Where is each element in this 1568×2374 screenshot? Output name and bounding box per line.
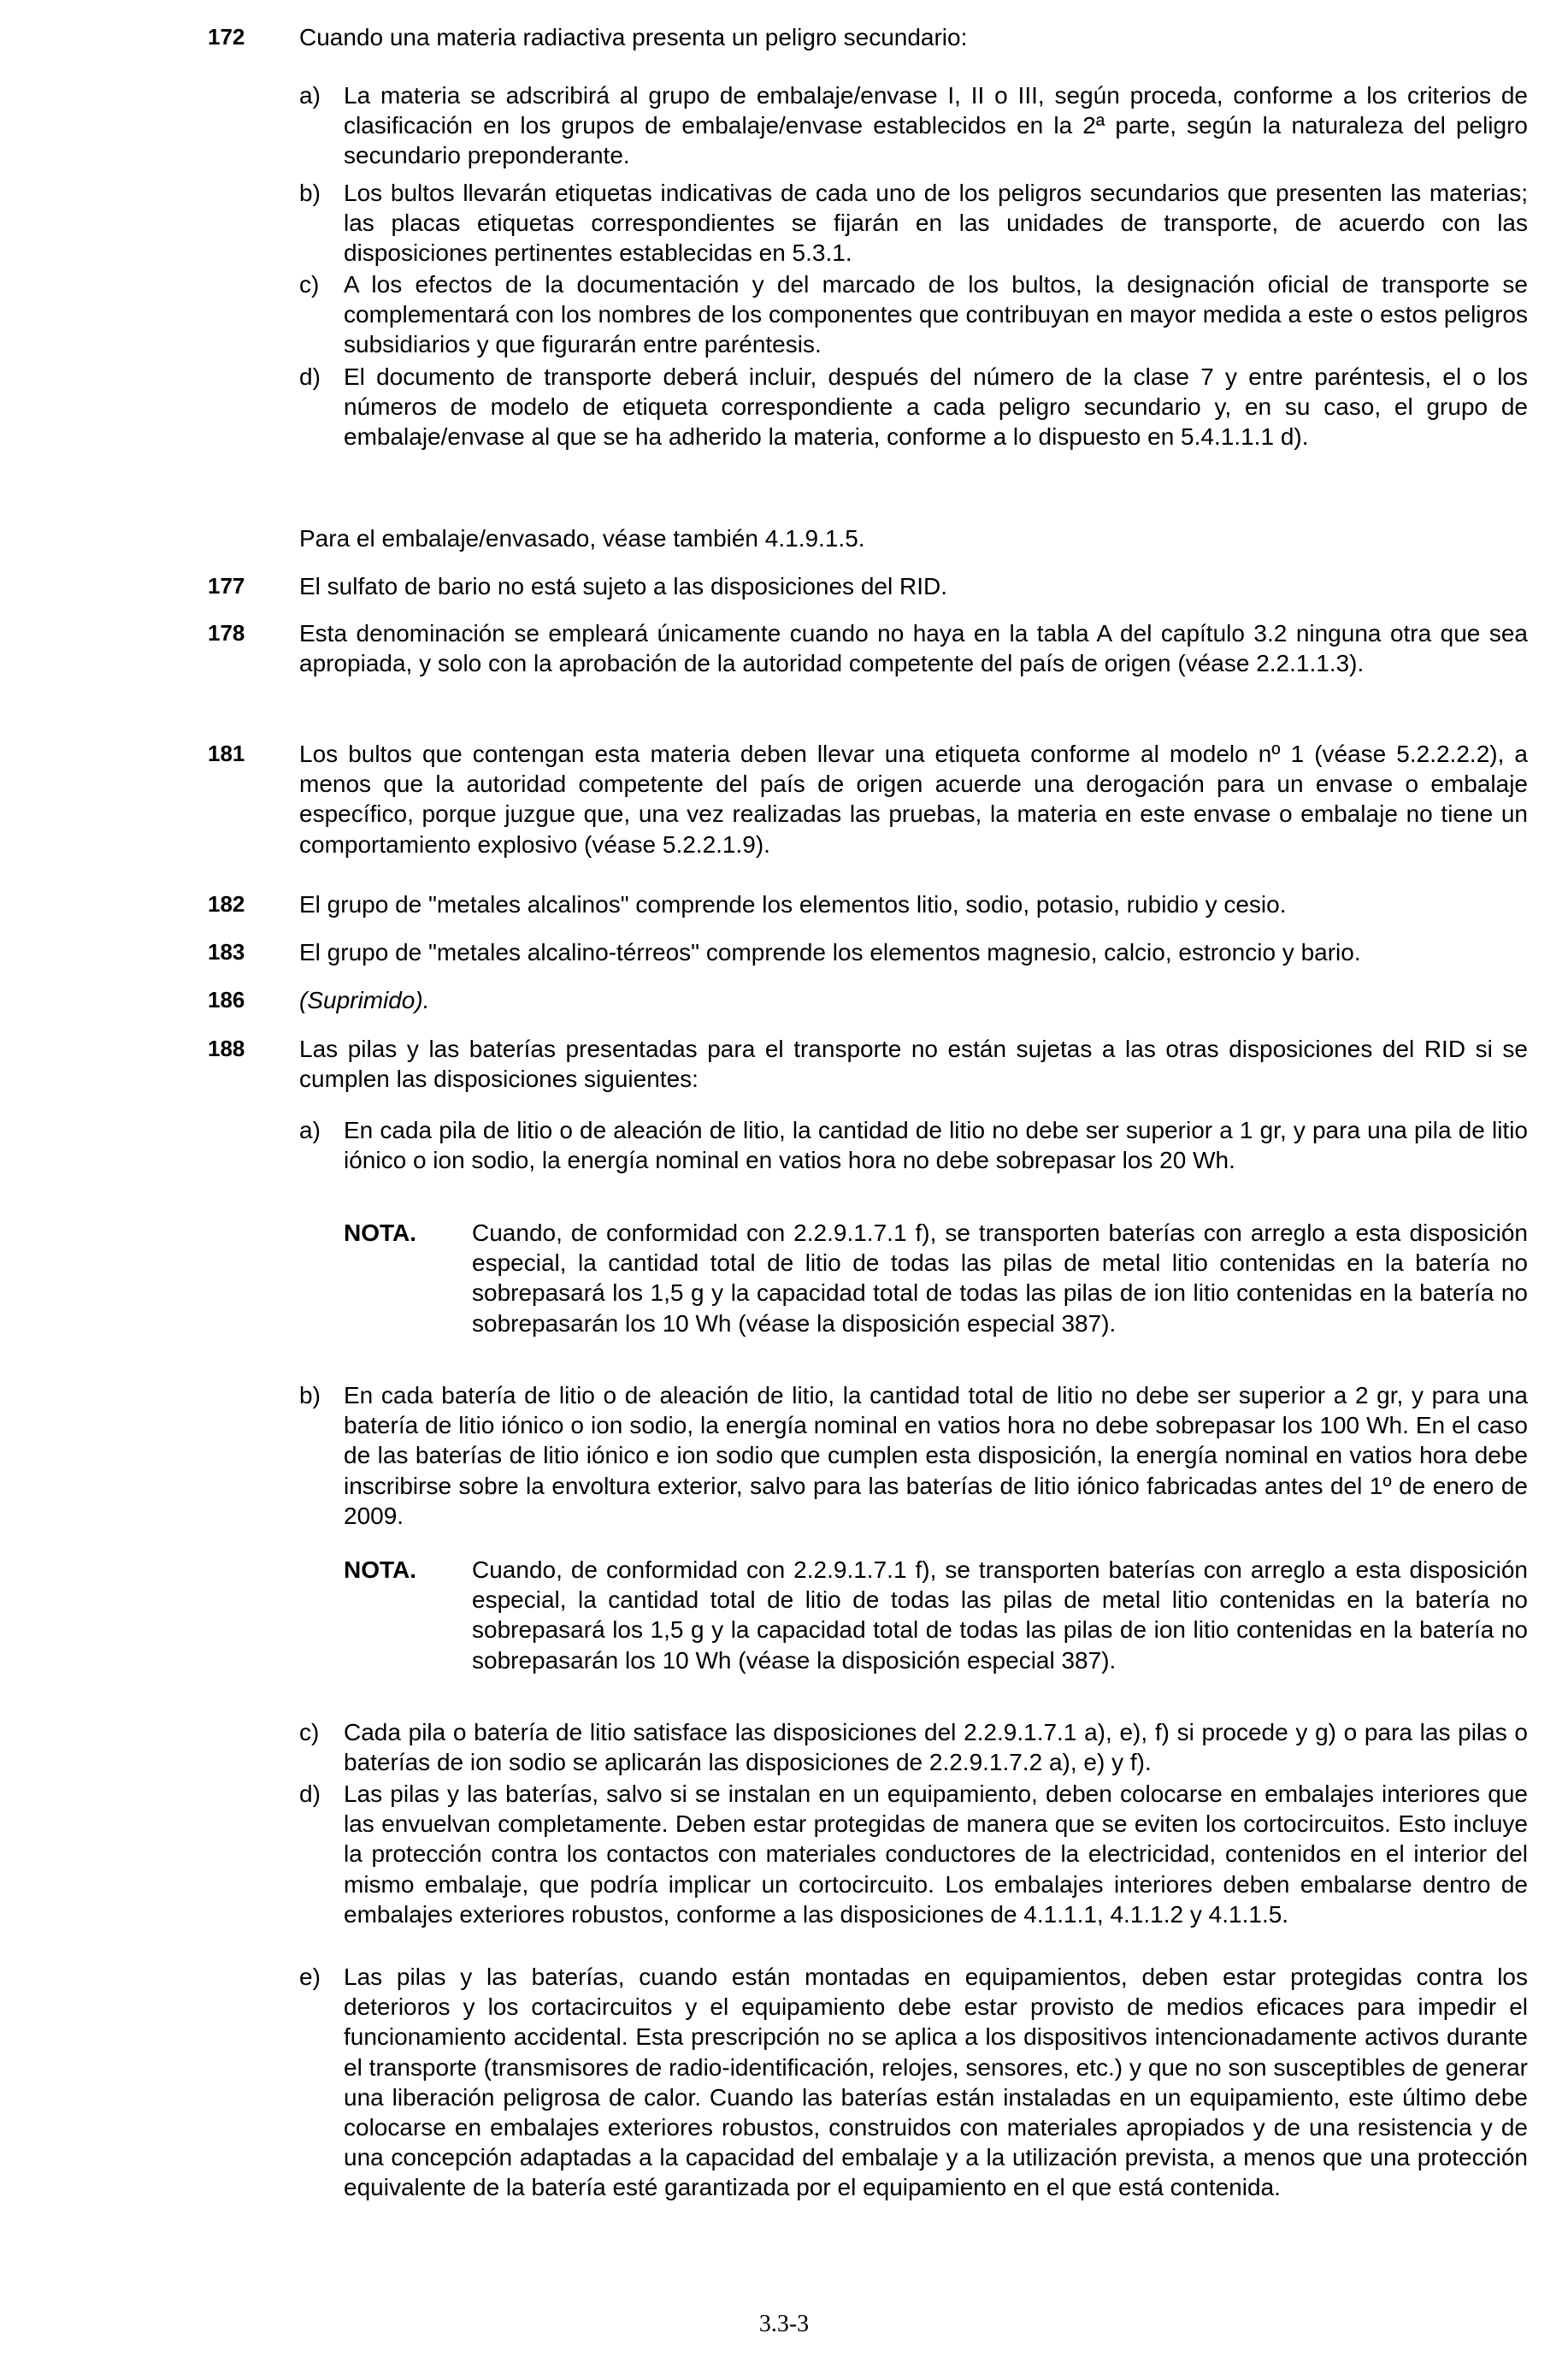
item-label: a): [299, 1117, 321, 1143]
note-label: NOTA.: [344, 1219, 417, 1246]
page-number: 3.3-3: [758, 2311, 810, 2337]
entry-number: 186: [208, 987, 245, 1013]
item-label: c): [299, 1719, 320, 1745]
entry-intro: Las pilas y las baterías presentadas para el transporte no están sujetas a las otras disposiciones del RID si se cumplen las disposiciones siguientes:: [299, 1036, 1528, 1093]
entry-number: 178: [208, 620, 245, 646]
entry-number: 172: [208, 24, 245, 50]
item-label: c): [299, 271, 320, 298]
entry-number: 182: [208, 891, 245, 917]
entry-number: 177: [208, 573, 245, 599]
entry-text: El sulfato de bario no está sujeto a las disposiciones del RID.: [299, 573, 947, 599]
item-text: Las pilas y las baterías, salvo si se instalan en un equipamiento, deben colocarse en embalajes interiores que las envuelvan completamente. Deben estar protegidas de manera que se eviten los cortocircuitos. Esto incluye la protección contra los contactos con materiales conductores de la electricidad, contenidos en el interior del mismo embalaje, que podría implicar un cortocircuito. Los embalajes interiores deben embalarse dentro de embalajes exteriores robustos, conforme a las disposiciones de 4.1.1.1, 4.1.1.2 y 4.1.1.5.: [344, 1780, 1528, 1928]
entry-text: Los bultos que contengan esta materia deben llevar una etiqueta conforme al modelo nº 1 (véase 5.2.2.2.2), a menos que la autoridad competente del país de origen acuerde una derogación para un envase o embalaje específico, porque juzgue que, una vez realizadas las pruebas, la materia en este envase o embalaje no tiene un comportamiento explosivo (véase 5.2.2.1.9).: [299, 741, 1528, 858]
item-text: En cada pila de litio o de aleación de litio, la cantidad de litio no debe ser superior a 1 gr, y para una pila de litio iónico o ion sodio, la energía nominal en vatios hora no debe sobrepasar los 20 Wh.: [344, 1117, 1528, 1174]
entry-closing-note: Para el embalaje/envasado, véase también 4.1.9.1.5.: [299, 525, 865, 552]
item-text: La materia se adscribirá al grupo de embalaje/envase I, II o III, según proceda, conforme a los criterios de clasificación en los grupos de embalaje/envase establecidos en la 2ª parte, según la naturaleza del peligro secundario preponderante.: [344, 82, 1528, 169]
entry-number: 183: [208, 939, 245, 965]
item-label: d): [299, 1780, 321, 1807]
item-text: En cada batería de litio o de aleación de litio, la cantidad total de litio no debe ser superior a 2 gr, y para una batería de litio iónico o ion sodio, la energía nominal en vatios hora no debe sobrepasar los 100 Wh. En el caso de las baterías de litio iónico e ion sodio que cumplen esta disposición, la energía nominal en vatios hora debe inscribirse sobre la envoltura exterior, salvo para las baterías de litio iónico fabricadas antes del 1º de enero de 2009.: [344, 1382, 1528, 1529]
item-text: Los bultos llevarán etiquetas indicativas de cada uno de los peligros secundarios que presenten las materias; las placas etiquetas correspondientes se fijarán en las unidades de transporte, de acuerdo con las disposiciones pertinentes establecidas en 5.3.1.: [344, 180, 1528, 267]
note-text: Cuando, de conformidad con 2.2.9.1.7.1 f), se transporten baterías con arreglo a esta disposición especial, la cantidad total de litio de todas las pilas de metal litio contenidas en la batería no sobrepasará los 1,5 g y la capacidad total de todas las pilas de ion litio contenidas en la batería no sobrepasarán los 10 Wh (véase la disposición especial 387).: [472, 1219, 1528, 1337]
entry-text: El grupo de "metales alcalino-térreos" comprende los elementos magnesio, calcio, estroncio y bario.: [299, 939, 1361, 966]
entry-number: 181: [208, 741, 245, 766]
entry-text: (Suprimido).: [299, 987, 430, 1013]
item-text: A los efectos de la documentación y del marcado de los bultos, la designación oficial de transporte se complementará con los nombres de los componentes que contribuyan en mayor medida a este o estos peligros subsidiarios y que figurarán entre paréntesis.: [344, 271, 1528, 358]
item-label: e): [299, 1964, 321, 1990]
note-text: Cuando, de conformidad con 2.2.9.1.7.1 f), se transporten baterías con arreglo a esta disposición especial, la cantidad total de litio de todas las pilas de metal litio contenidas en la batería no sobrepasará los 1,5 g y la capacidad total de todas las pilas de ion litio contenidas en la batería no sobrepasarán los 10 Wh (véase la disposición especial 387).: [472, 1556, 1528, 1674]
item-label: a): [299, 82, 321, 109]
item-label: b): [299, 180, 321, 206]
item-label: d): [299, 363, 321, 390]
entry-number: 188: [208, 1036, 245, 1061]
item-label: b): [299, 1382, 321, 1408]
item-text: Cada pila o batería de litio satisface las disposiciones del 2.2.9.1.7.1 a), e), f) si procede y g) o para las pilas o baterías de ion sodio se aplicarán las disposiciones de 2.2.9.1.7.2 a), e) y f).: [344, 1719, 1528, 1776]
note-label: NOTA.: [344, 1556, 417, 1583]
item-text: Las pilas y las baterías, cuando están montadas en equipamientos, deben estar protegidas contra los deterioros y los cortacircuitos y el equipamiento debe estar provisto de medios eficaces para impedir el funcionamiento accidental. Esta prescripción no se aplica a los dispositivos intencionadamente activos durante el transporte (transmisores de radio-identificación, relojes, sensores, etc.) y que no son susceptibles de generar una liberación peligrosa de calor. Cuando las baterías están instaladas en un equipamiento, este último debe colocarse en embalajes exteriores robustos, construidos con materiales apropiados y de una resistencia y de una concepción adaptadas a la capacidad del embalaje y a la utilización prevista, a menos que una protección equivalente de la batería esté garantizada por el equipamiento en el que está contenida.: [344, 1964, 1528, 2201]
entry-text: Esta denominación se empleará únicamente cuando no haya en la tabla A del capítulo 3.2 ninguna otra que sea apropiada, y solo con la aprobación de la autoridad competente del país de origen (véase 2.2.1.1.3).: [299, 620, 1528, 677]
entry-intro: Cuando una materia radiactiva presenta un peligro secundario:: [299, 24, 968, 50]
item-text: El documento de transporte deberá incluir, después del número de la clase 7 y entre paréntesis, el o los números de modelo de etiqueta correspondiente a cada peligro secundario y, en su caso, el grupo de embalaje/envase al que se ha adherido la materia, conforme a lo dispuesto en 5.4.1.1.1 d).: [344, 363, 1528, 451]
entry-text: El grupo de "metales alcalinos" comprende los elementos litio, sodio, potasio, rubidio y cesio.: [299, 891, 1287, 918]
